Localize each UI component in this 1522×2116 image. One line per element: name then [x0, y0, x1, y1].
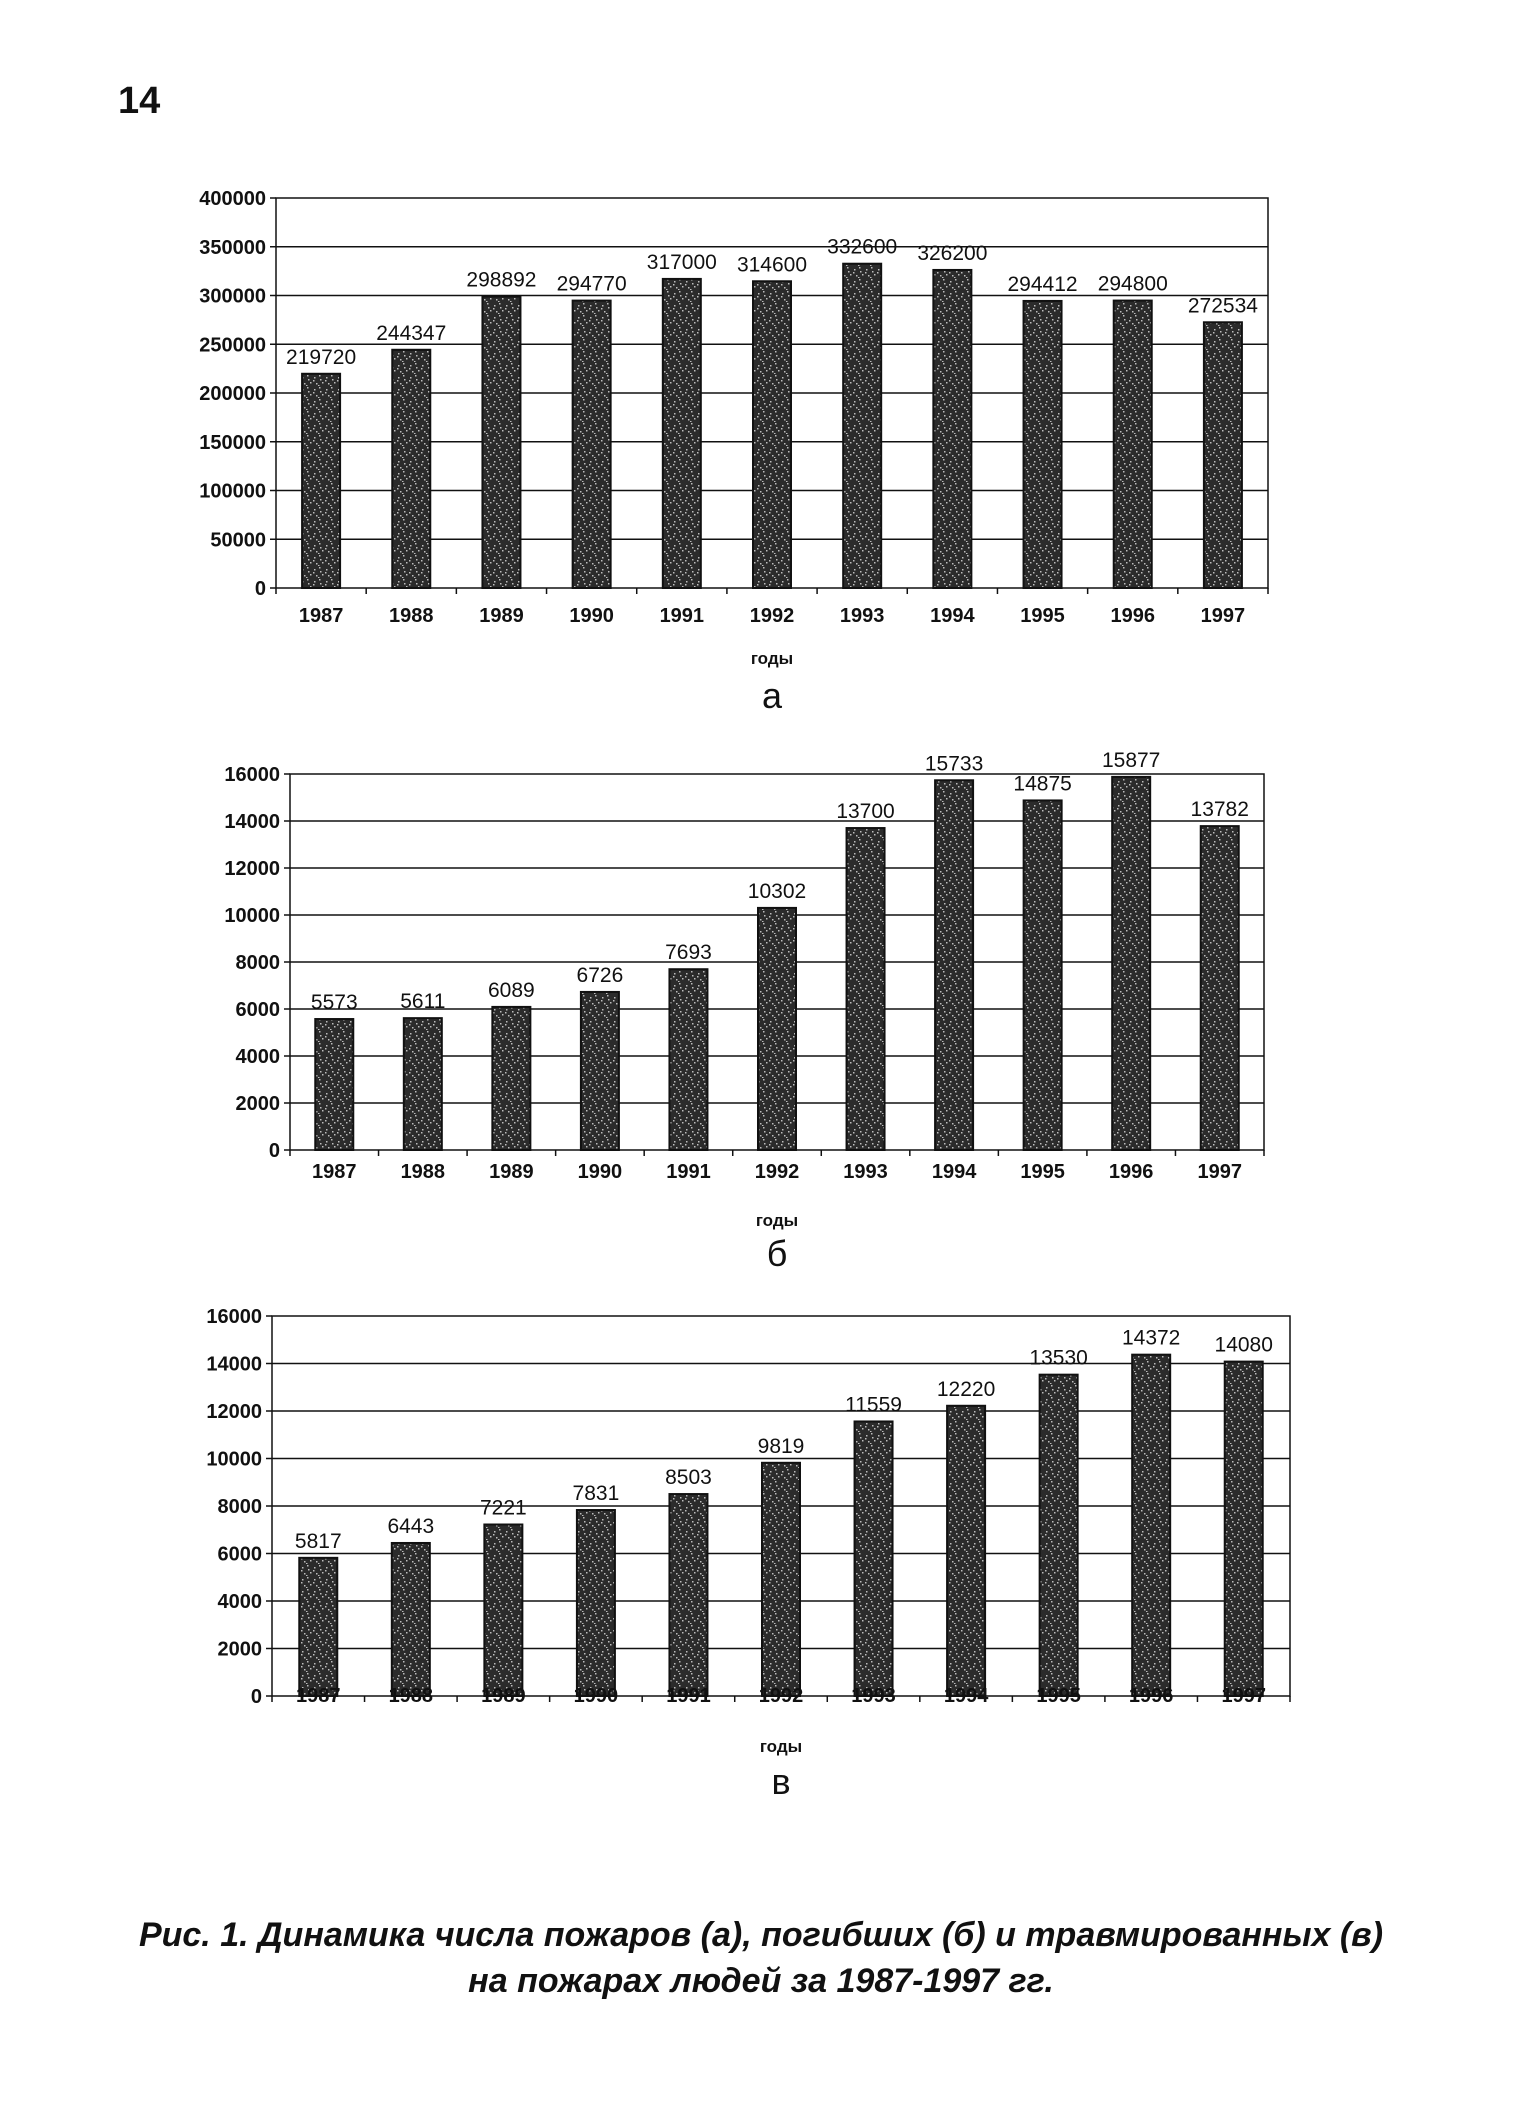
caption-line-2: на пожарах людей за 1987-1997 гг. [468, 1962, 1054, 2000]
x-tick-label: 1992 [758, 1685, 804, 1707]
data-label: 6443 [387, 1514, 435, 1538]
x-tick-label: 1994 [931, 1161, 977, 1183]
bar [1040, 1375, 1078, 1696]
bar [1225, 1362, 1263, 1696]
x-tick-label: 1993 [839, 605, 885, 627]
bar [1114, 301, 1152, 588]
x-tick-label: 1994 [930, 605, 975, 627]
y-tick-label: 100000 [199, 480, 266, 503]
x-tick-label: 1989 [479, 605, 524, 627]
bar [1132, 1355, 1170, 1696]
bar [392, 1543, 430, 1696]
bar [299, 1558, 337, 1696]
bar [482, 297, 520, 588]
bar [663, 279, 701, 588]
data-label: 326200 [917, 241, 988, 265]
y-tick-label: 8000 [235, 952, 280, 974]
data-label: 12220 [936, 1377, 996, 1401]
x-tick-label: 1997 [1221, 1685, 1266, 1707]
bar [855, 1421, 893, 1696]
x-tick-label: 1997 [1200, 605, 1246, 627]
bar [392, 350, 430, 588]
data-label: 298892 [466, 268, 537, 292]
bar [577, 1510, 615, 1696]
data-label: 294412 [1007, 272, 1078, 296]
y-tick-label: 12000 [224, 858, 280, 880]
y-tick-label: 10000 [224, 905, 280, 927]
bar [758, 908, 796, 1150]
x-tick-label: 1990 [573, 1685, 619, 1707]
page-number: 14 [118, 80, 161, 122]
bar [847, 828, 885, 1150]
x-tick-label: 1990 [577, 1161, 623, 1183]
y-tick-label: 16000 [206, 1306, 262, 1328]
x-tick-label: 1993 [851, 1685, 896, 1707]
bar [669, 969, 707, 1150]
panel-label: а [761, 675, 783, 716]
data-label: 6726 [576, 963, 624, 987]
x-tick-label: 1989 [489, 1161, 534, 1183]
x-tick-label: 1989 [481, 1685, 526, 1707]
y-tick-label: 4000 [235, 1046, 280, 1068]
bar [1204, 322, 1242, 588]
y-tick-label: 16000 [224, 764, 280, 786]
data-label: 14080 [1214, 1333, 1273, 1357]
data-label: 272534 [1187, 294, 1258, 318]
x-tick-label: 1994 [943, 1685, 989, 1707]
data-label: 14875 [1013, 772, 1072, 796]
x-axis-title: годы [755, 1211, 799, 1230]
y-tick-label: 10000 [206, 1448, 262, 1471]
y-tick-label: 14000 [206, 1353, 262, 1376]
data-label: 15733 [924, 752, 984, 776]
y-tick-label: 12000 [206, 1401, 262, 1423]
data-label: 332600 [827, 235, 898, 259]
x-tick-label: 1991 [666, 1685, 711, 1707]
data-label: 5817 [294, 1529, 342, 1553]
bar [843, 264, 881, 588]
y-tick-label: 0 [250, 1686, 262, 1708]
bar [1024, 800, 1062, 1150]
x-tick-label: 1991 [659, 605, 705, 627]
data-label: 14372 [1121, 1326, 1181, 1350]
x-axis-title: годы [750, 649, 794, 668]
y-tick-label: 200000 [199, 383, 266, 405]
data-label: 11559 [845, 1393, 902, 1417]
y-tick-label: 150000 [199, 431, 266, 454]
data-label: 7221 [480, 1496, 527, 1520]
y-tick-label: 14000 [224, 811, 280, 833]
data-label: 7693 [665, 941, 712, 965]
data-label: 314600 [736, 253, 808, 277]
y-tick-label: 4000 [217, 1591, 262, 1613]
x-tick-label: 1992 [749, 605, 795, 627]
x-tick-label: 1995 [1036, 1685, 1081, 1707]
y-tick-label: 6000 [235, 999, 280, 1021]
data-label: 10302 [747, 879, 807, 903]
figure-caption [0, 1912, 1522, 2004]
chart-injured [0, 1300, 1522, 1860]
data-label: 6089 [488, 978, 535, 1002]
bar [573, 301, 611, 588]
data-label: 219720 [286, 345, 357, 369]
y-tick-label: 8000 [217, 1496, 262, 1518]
x-tick-label: 1987 [312, 1161, 357, 1183]
x-tick-label: 1995 [1020, 605, 1065, 627]
y-tick-label: 2000 [217, 1638, 262, 1661]
y-tick-label: 0 [268, 1140, 280, 1162]
x-tick-label: 1988 [388, 1685, 434, 1707]
x-tick-label: 1988 [400, 1161, 446, 1183]
data-label: 244347 [376, 321, 447, 345]
bar [1024, 301, 1062, 588]
bar [669, 1494, 707, 1696]
y-tick-label: 0 [254, 578, 266, 600]
data-label: 5611 [400, 990, 446, 1014]
data-label: 13700 [836, 800, 895, 824]
bar [1112, 777, 1150, 1150]
x-tick-label: 1987 [296, 1685, 341, 1707]
bar [753, 281, 791, 588]
data-label: 13530 [1029, 1346, 1088, 1370]
bar [404, 1018, 442, 1150]
x-tick-label: 1990 [569, 605, 614, 627]
x-tick-label: 1996 [1108, 1161, 1154, 1183]
data-label: 13782 [1190, 798, 1249, 822]
bar [492, 1007, 530, 1150]
data-label: 9819 [757, 1434, 805, 1458]
y-tick-label: 350000 [199, 236, 266, 259]
bar [315, 1019, 353, 1150]
panel-label: в [771, 1761, 791, 1802]
bar [581, 992, 619, 1150]
caption-line-1: Рис. 1. Динамика числа пожаров (а), погибших (б) и травмированных (в) [138, 1916, 1384, 1954]
x-tick-label: 1992 [754, 1161, 800, 1183]
data-label: 15877 [1101, 748, 1161, 772]
bar [484, 1525, 522, 1696]
x-tick-label: 1997 [1197, 1161, 1242, 1183]
bar [933, 270, 971, 588]
bar [947, 1406, 985, 1696]
y-tick-label: 50000 [210, 529, 266, 552]
y-tick-label: 2000 [235, 1093, 280, 1115]
y-tick-label: 6000 [217, 1543, 262, 1566]
data-label: 294800 [1097, 272, 1168, 296]
x-tick-label: 1995 [1020, 1161, 1065, 1183]
bar [935, 780, 973, 1150]
y-tick-label: 250000 [199, 334, 266, 357]
x-tick-label: 1996 [1110, 605, 1155, 627]
x-tick-label: 1987 [298, 605, 344, 627]
y-tick-label: 400000 [199, 188, 266, 210]
chart-deaths [0, 730, 1522, 1300]
data-label: 5573 [310, 991, 358, 1015]
bar [1201, 826, 1239, 1150]
data-label: 8503 [665, 1466, 712, 1490]
data-label: 7831 [572, 1482, 620, 1506]
bar [762, 1463, 800, 1696]
data-label: 317000 [646, 250, 717, 274]
x-tick-label: 1996 [1128, 1685, 1174, 1707]
x-tick-label: 1988 [389, 605, 434, 627]
x-tick-label: 1991 [666, 1161, 711, 1183]
x-tick-label: 1993 [843, 1161, 888, 1183]
panel-label: б [766, 1233, 788, 1274]
bar [302, 374, 340, 588]
y-tick-label: 300000 [199, 285, 266, 308]
x-axis-title: годы [759, 1737, 803, 1756]
data-label: 294770 [556, 272, 627, 296]
